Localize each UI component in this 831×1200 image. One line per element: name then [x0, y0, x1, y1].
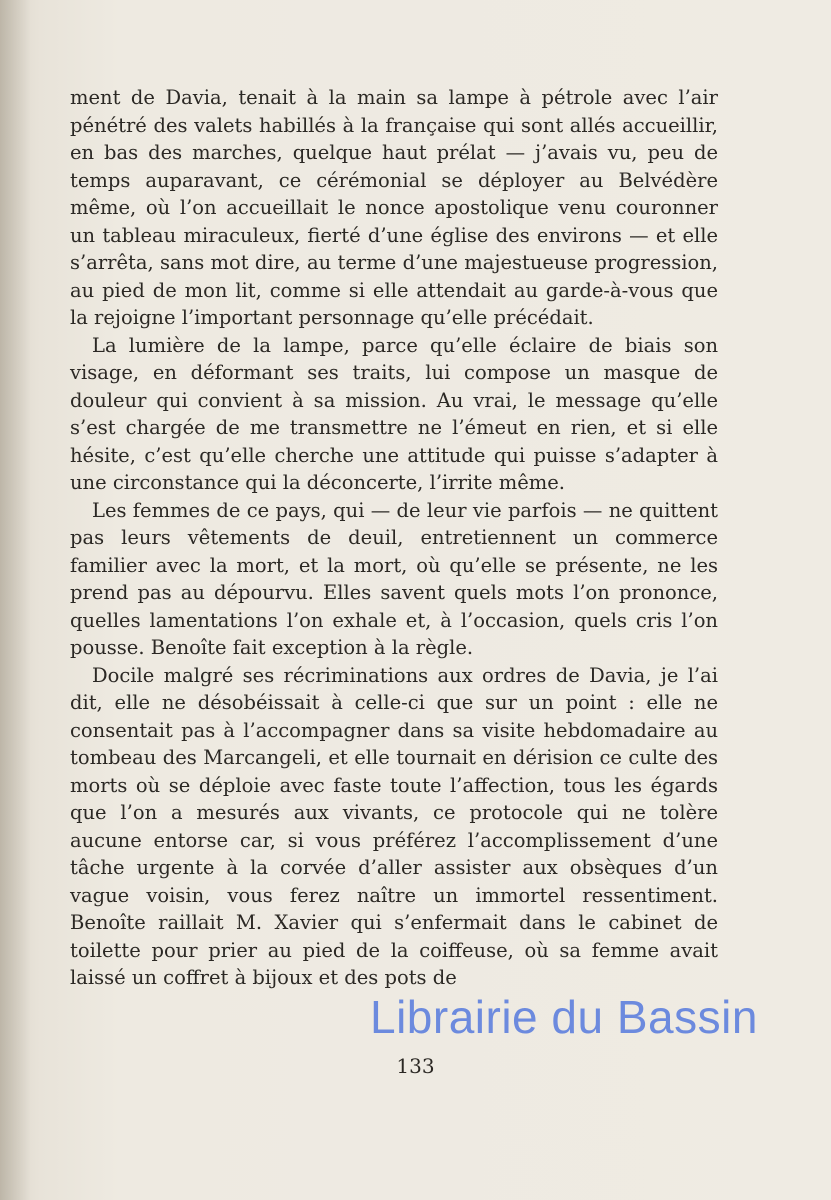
page-gutter: [0, 0, 30, 1200]
paragraph-3: Les femmes de ce pays, qui — de leur vie parfois — ne quittent pas leurs vêtements de deuil, entretiennent un commerce familier avec la mort, et la mort, où qu’elle se présente, ne les prend pas au dépourvu. Elles savent quels mots l’on prononce, quelles lamentations l’on exhale et, à l’occasion, quels cris l’on pousse. Benoîte fait exception à la règle.: [70, 498, 718, 659]
watermark-logo: Librairie du Bassin: [370, 991, 758, 1043]
paragraph-4: Docile malgré ses récriminations aux ordres de Davia, je l’ai dit, elle ne désobéissait à celle-ci que sur un point : elle ne consentait pas à l’accompagner dans sa visite hebdomadaire au tombeau des Marcangeli, et elle tournait en dérision ce culte des morts où se déploie avec faste toute l’affection, tous les égards que l’on a mesurés aux vivants, ce protocole qui ne tolère aucune entorse car, si vous préférez l’accomplissement d’une tâche urgente à la corvée d’aller assister aux obsèques d’un vague voisin, vous ferez naître un immortel ressentiment. Benoîte raillait M. Xavier qui s’enfermait dans le cabinet de toilette pour prier au pied de la coiffeuse, où sa femme avait laissé un coffret à bijoux et des pots de: [70, 663, 718, 989]
page-number: 133: [396, 1054, 435, 1078]
paragraph-1: ment de Davia, tenait à la main sa lampe à pétrole avec l’air pénétré des valets habillés à la française qui sont allés accueillir, en bas des marches, quelque haut prélat — j’avais vu, peu de temps auparavant, ce cérémonial se déployer au Belvédère même, où l’on accueillait le nonce apostolique venu couronner un tableau miraculeux, fierté d’une église des environs — et elle s’arrêta, sans mot dire, au terme d’une majestueuse progression, au pied de mon lit, comme si elle attendait au garde-à-vous que la rejoigne l’important personnage qu’elle précédait.: [70, 86, 718, 329]
body-text: [70, 84, 718, 992]
paragraph-2: La lumière de la lampe, parce qu’elle éclaire de biais son visage, en déformant ses traits, lui compose un masque de douleur qui convient à sa mission. Au vrai, le message qu’elle s’est chargée de me transmettre ne l’émeut en rien, et si elle hésite, c’est qu’elle cherche une attitude qui puisse s’adapter à une circonstance qui la déconcerte, l’irrite même.: [70, 333, 718, 494]
